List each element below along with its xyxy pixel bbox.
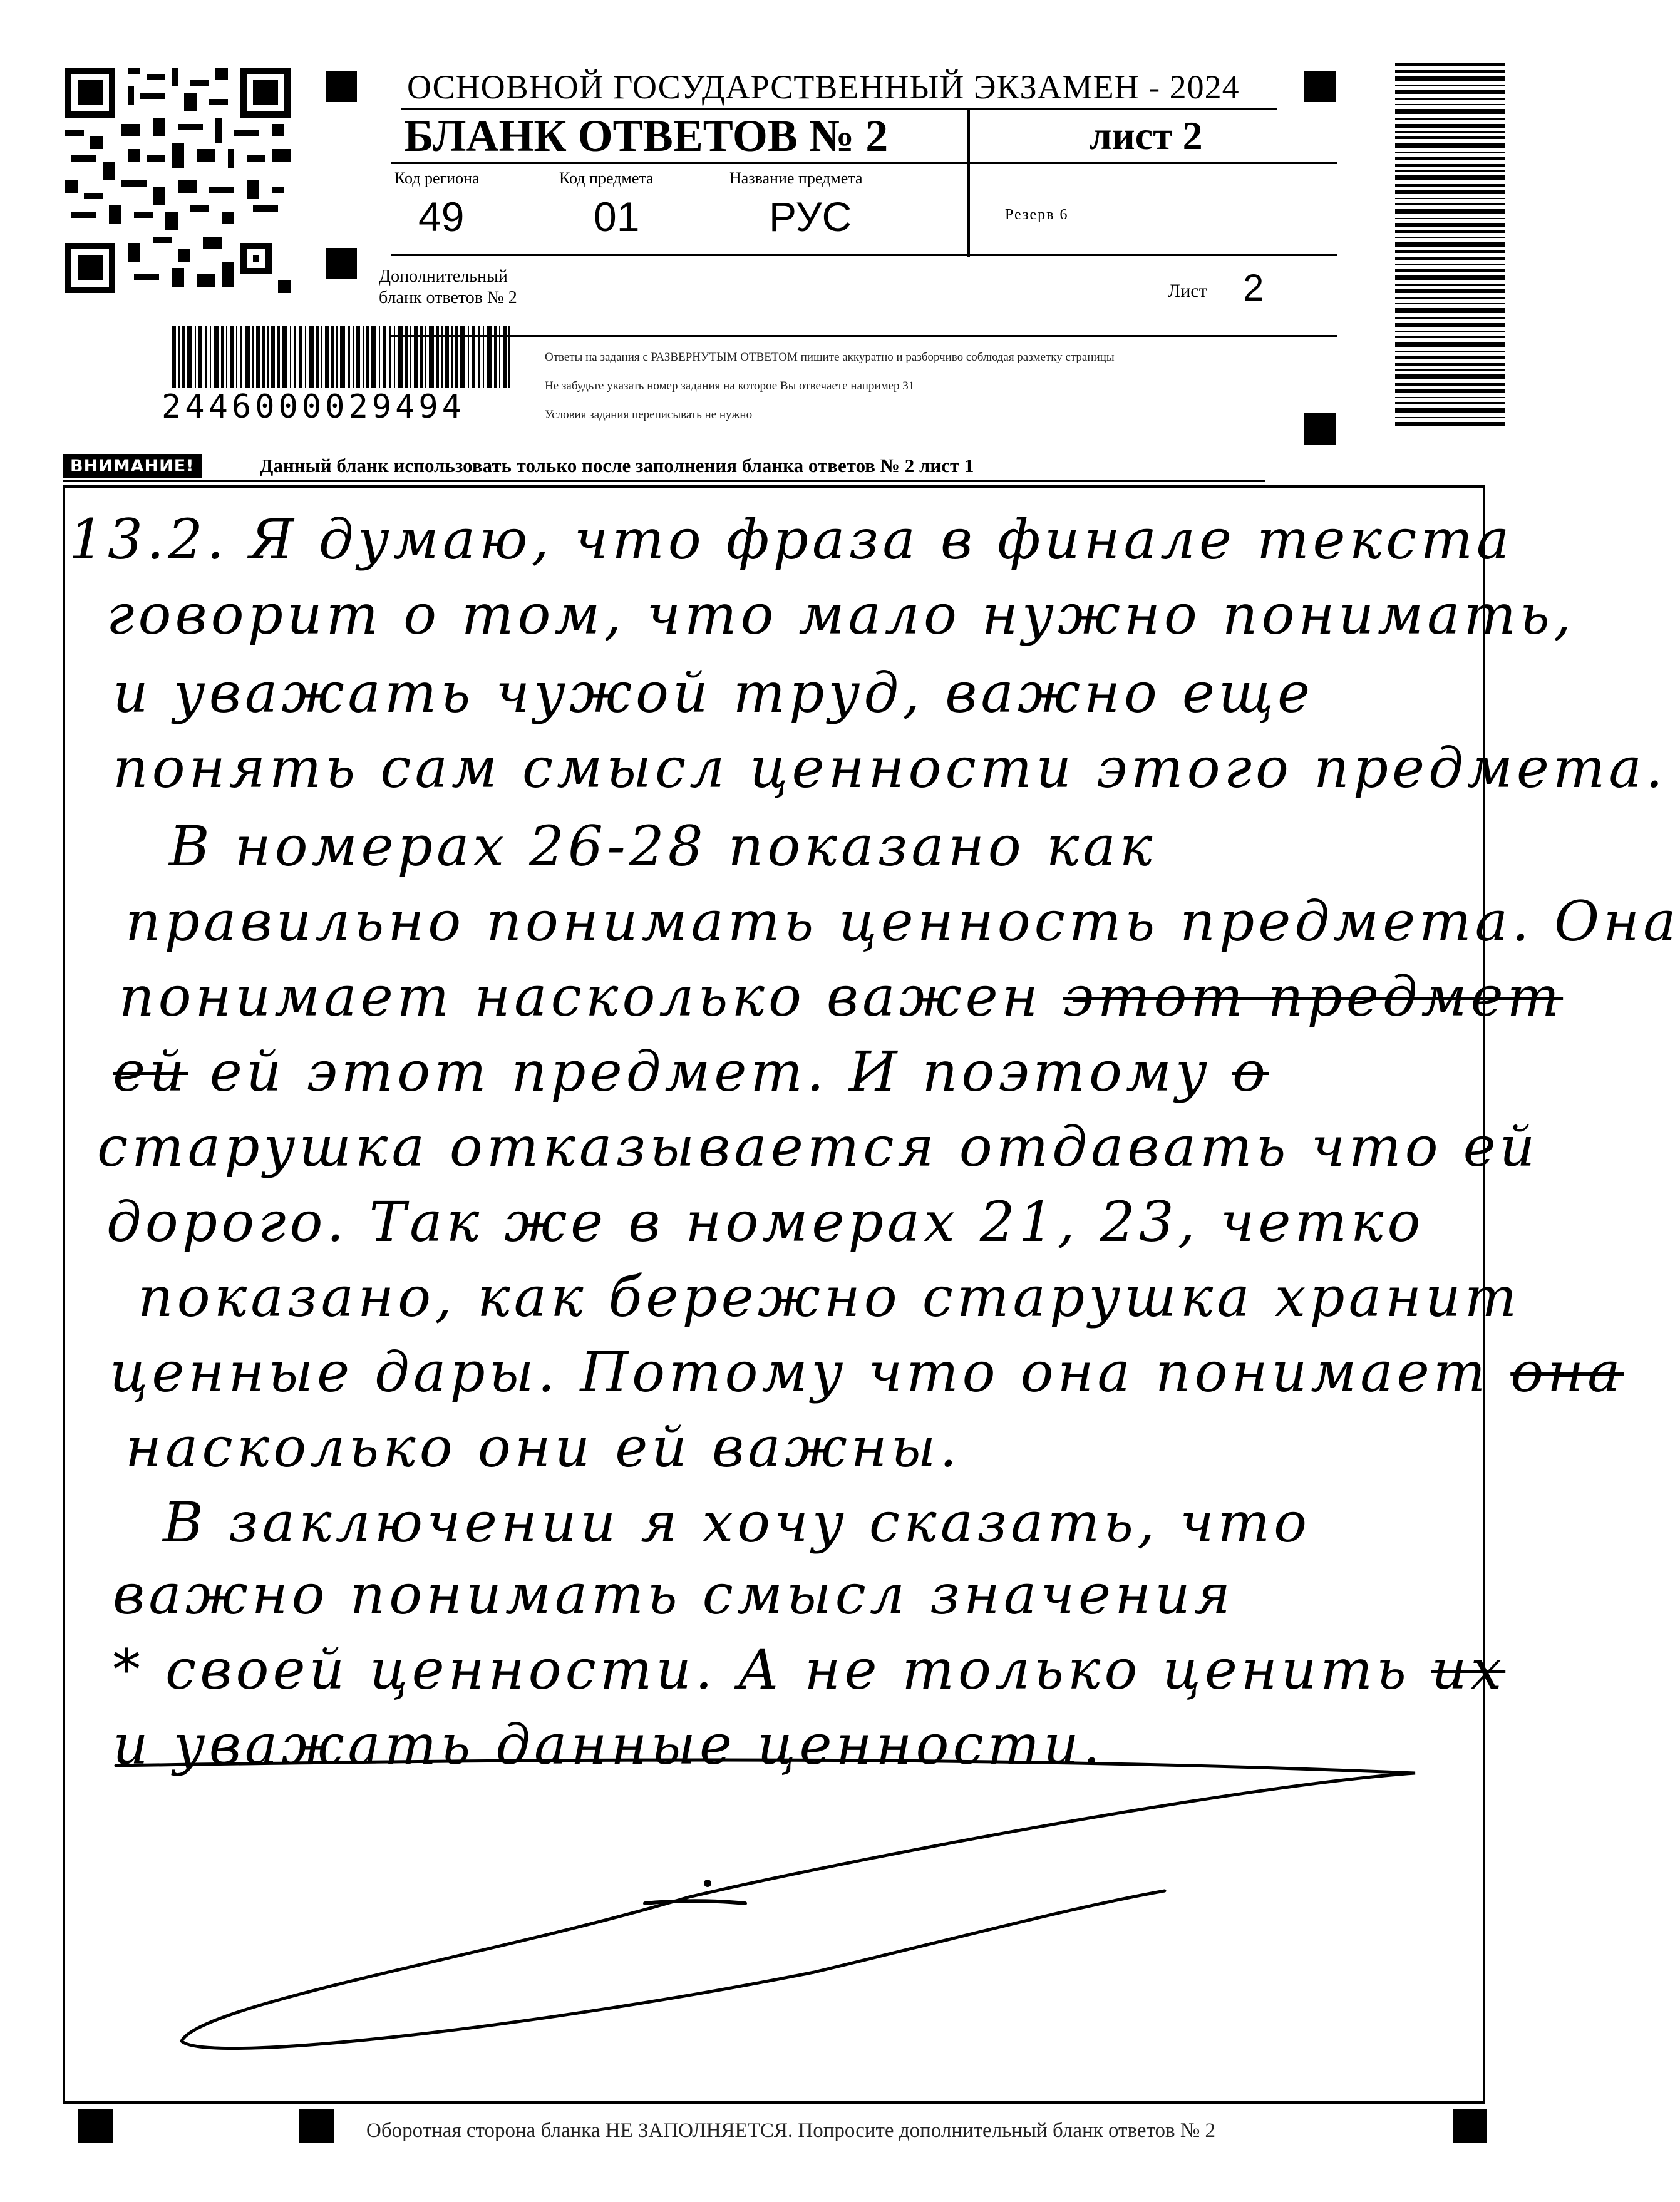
answer-line: 13.2. Я думаю, что фраза в финале текста [69,507,1513,572]
header-rule [391,162,1337,164]
barcode-vertical [1395,63,1505,426]
subject-code-value: 01 [594,193,640,240]
registration-marker [326,248,357,279]
instruction-line: Не забудьте указать номер задания на которое Вы отвечаете например 31 [545,379,915,393]
warning-badge: ВНИМАНИЕ! [63,454,202,478]
barcode-number: 2446000029494 [162,388,512,426]
registration-marker [326,71,357,102]
answer-line: и уважать данные ценности. [113,1712,1104,1777]
subject-code-label: Код предмета [559,169,654,187]
struck-text: о [1232,1039,1269,1104]
registration-marker [1304,413,1336,445]
struck-text: их [1431,1637,1506,1702]
additional-form-label-line: бланк ответов № 2 [379,288,517,307]
answer-text: понимает насколько важен [119,964,1042,1029]
header-rule [391,335,1337,337]
header-divider [967,108,970,257]
instruction-line: Условия задания переписывать не нужно [545,408,753,421]
region-code-value: 49 [418,193,465,240]
answer-line: показано, как бережно старушка хранит [138,1265,1521,1329]
warning-text: Данный бланк использовать только после заполнения бланка ответов № 2 лист 1 [260,455,974,476]
reserve-label: Резерв 6 [1005,207,1069,223]
answer-line: старушка отказывается отдавать что ей [97,1114,1539,1179]
answer-line: насколько они ей важны. [125,1415,961,1479]
answer-line: важно понимать смысл значения [113,1562,1235,1627]
answer-line: и уважать чужой труд, важно еще [113,661,1314,725]
answer-line: правильно понимать ценность предмета. Она [125,889,1680,954]
sheet-label: лист 2 [1090,113,1203,158]
list-label: Лист [1168,280,1207,301]
registration-marker [78,2109,113,2143]
answer-text: ценные дары. Потому что она понимает [110,1340,1490,1404]
struck-text: этот предмет [1063,964,1564,1029]
answer-text: ей этот предмет. И поэтому [209,1039,1211,1104]
answer-line: В заключении я хочу сказать, что [163,1490,1311,1555]
header-rule [391,254,1337,256]
region-code-label: Код региона [394,169,480,187]
answer-line [113,1039,1269,1104]
answer-text: * своей ценности. А не только ценить [113,1637,1410,1702]
footer-note: Оборотная сторона бланка НЕ ЗАПОЛНЯЕТСЯ. Попросите дополнительный бланк ответов № 2 [366,2119,1216,2142]
subject-name-value: РУС [769,193,852,240]
answer-line: говорит о том, что мало нужно понимать, [106,582,1575,647]
additional-form-label [379,266,517,309]
answer-line: понять сам смысл ценности этого предмета. [113,736,1667,800]
answer-line [110,1340,1624,1404]
form-name: БЛАНК ОТВЕТОВ № 2 [404,111,889,161]
instructions [545,343,1115,430]
answer-line: дорого. Так же в номерах 21, 23, четко [106,1190,1425,1254]
registration-marker [299,2109,334,2143]
instruction-line: Ответы на задания с РАЗВЕРНУТЫМ ОТВЕТОМ пишите аккуратно и разборчиво соблюдая разметку страницы [545,351,1115,364]
subject-name-label: Название предмета [729,169,863,187]
list-number: 2 [1243,267,1264,309]
exam-title: ОСНОВНОЙ ГОСУДАРСТВЕННЫЙ ЭКЗАМЕН - 2024 [407,68,1240,106]
answer-line [119,964,1563,1029]
qr-code [65,68,291,293]
registration-marker [1304,71,1336,102]
answer-line [113,1637,1505,1702]
answer-line: В номерах 26-28 показано как [169,814,1157,878]
struck-text: ей [113,1039,188,1104]
registration-marker [1453,2109,1487,2143]
additional-form-label-line: Дополнительный [379,267,508,286]
struck-text: она [1510,1340,1624,1404]
